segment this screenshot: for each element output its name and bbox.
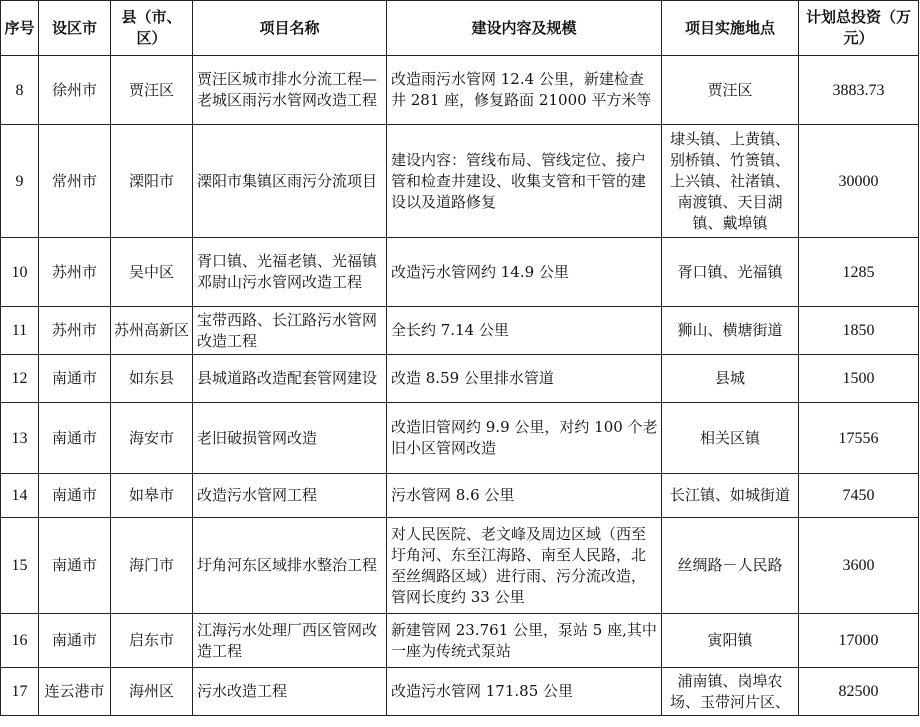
cell-city: 连云港市: [39, 668, 111, 716]
cell-investment: 3883.73: [799, 56, 919, 125]
cell-location: 胥口镇、光福镇: [662, 238, 799, 307]
cell-content-scale: 改造 8.59 公里排水管道: [387, 355, 662, 403]
cell-city: 南通市: [39, 614, 111, 668]
cell-county: 吴中区: [111, 238, 193, 307]
header-location: 项目实施地点: [662, 1, 799, 56]
cell-location: 埭头镇、上黄镇、别桥镇、竹箦镇、上兴镇、社渚镇、南渡镇、天目湖镇、戴埠镇: [662, 125, 799, 238]
cell-city: 徐州市: [39, 56, 111, 125]
cell-project-name: 胥口镇、光福老镇、光福镇邓尉山污水管网改造工程: [193, 238, 387, 307]
table-row: [1, 403, 919, 474]
cell-seq: 12: [1, 355, 39, 403]
cell-investment: 82500: [799, 668, 919, 716]
cell-location: 狮山、横塘街道: [662, 307, 799, 355]
cell-county: 海州区: [111, 668, 193, 716]
cell-location: 相关区镇: [662, 403, 799, 474]
cell-county: 如东县: [111, 355, 193, 403]
table-row: [1, 668, 919, 716]
cell-location: 长江镇、如城街道: [662, 474, 799, 518]
cell-investment: 7450: [799, 474, 919, 518]
cell-city: 常州市: [39, 125, 111, 238]
table-row: [1, 307, 919, 355]
cell-investment: 17000: [799, 614, 919, 668]
cell-content-scale: 建设内容：管线布局、管线定位、接户管和检查井建设、收集支管和干管的建设以及道路修复: [387, 125, 662, 238]
cell-county: 如皋市: [111, 474, 193, 518]
header-seq: 序号: [1, 1, 39, 56]
header-row: [1, 1, 919, 56]
cell-seq: 8: [1, 56, 39, 125]
header-content-scale: 建设内容及规模: [387, 1, 662, 56]
cell-project-name: 改造污水管网工程: [193, 474, 387, 518]
table-row: [1, 474, 919, 518]
table-row: [1, 355, 919, 403]
cell-investment: 3600: [799, 518, 919, 614]
header-investment: 计划总投资（万元）: [799, 1, 919, 56]
cell-city: 苏州市: [39, 238, 111, 307]
cell-seq: 9: [1, 125, 39, 238]
cell-city: 南通市: [39, 474, 111, 518]
header-county: 县（市、区）: [111, 1, 193, 56]
cell-location: 寅阳镇: [662, 614, 799, 668]
cell-city: 南通市: [39, 518, 111, 614]
cell-seq: 11: [1, 307, 39, 355]
cell-county: 苏州高新区: [111, 307, 193, 355]
cell-seq: 15: [1, 518, 39, 614]
cell-project-name: 县城道路改造配套管网建设: [193, 355, 387, 403]
cell-investment: 1285: [799, 238, 919, 307]
cell-county: 溧阳市: [111, 125, 193, 238]
table-row: [1, 238, 919, 307]
cell-seq: 17: [1, 668, 39, 716]
cell-project-name: 江海污水处理厂西区管网改造工程: [193, 614, 387, 668]
cell-seq: 16: [1, 614, 39, 668]
cell-location: 贾汪区: [662, 56, 799, 125]
table-row: [1, 56, 919, 125]
cell-project-name: 圩角河东区域排水整治工程: [193, 518, 387, 614]
cell-project-name: 贾汪区城市排水分流工程—老城区雨污水管网改造工程: [193, 56, 387, 125]
cell-project-name: 污水改造工程: [193, 668, 387, 716]
cell-city: 苏州市: [39, 307, 111, 355]
cell-investment: 1500: [799, 355, 919, 403]
cell-seq: 10: [1, 238, 39, 307]
cell-seq: 13: [1, 403, 39, 474]
header-project-name: 项目名称: [193, 1, 387, 56]
cell-investment: 30000: [799, 125, 919, 238]
header-city: 设区市: [39, 1, 111, 56]
cell-content-scale: 改造污水管网 171.85 公里: [387, 668, 662, 716]
cell-investment: 17556: [799, 403, 919, 474]
cell-county: 海门市: [111, 518, 193, 614]
cell-county: 海安市: [111, 403, 193, 474]
cell-project-name: 宝带西路、长江路污水管网改造工程: [193, 307, 387, 355]
table-row: [1, 518, 919, 614]
cell-project-name: 老旧破损管网改造: [193, 403, 387, 474]
table-row: [1, 125, 919, 238]
cell-county: 启东市: [111, 614, 193, 668]
cell-location: 县城: [662, 355, 799, 403]
cell-investment: 1850: [799, 307, 919, 355]
cell-content-scale: 污水管网 8.6 公里: [387, 474, 662, 518]
cell-location: 丝绸路－人民路: [662, 518, 799, 614]
cell-content-scale: 对人民医院、老文峰及周边区域（西至圩角河、东至江海路、南至人民路，北至丝绸路区域）进行雨、污分流改造，管网长度约 33 公里: [387, 518, 662, 614]
cell-content-scale: 新建管网 23.761 公里，泵站 5 座,其中一座为传统式泵站: [387, 614, 662, 668]
cell-county: 贾汪区: [111, 56, 193, 125]
cell-location: 浦南镇、岗埠农场、玉带河片区、: [662, 668, 799, 716]
cell-content-scale: 改造污水管网约 14.9 公里: [387, 238, 662, 307]
cell-content-scale: 改造旧管网约 9.9 公里，对约 100 个老旧小区管网改造: [387, 403, 662, 474]
table-row: [1, 614, 919, 668]
cell-city: 南通市: [39, 355, 111, 403]
cell-project-name: 溧阳市集镇区雨污分流项目: [193, 125, 387, 238]
cell-seq: 14: [1, 474, 39, 518]
cell-content-scale: 全长约 7.14 公里: [387, 307, 662, 355]
cell-city: 南通市: [39, 403, 111, 474]
cell-content-scale: 改造雨污水管网 12.4 公里，新建检查井 281 座，修复路面 21000 平方米等: [387, 56, 662, 125]
